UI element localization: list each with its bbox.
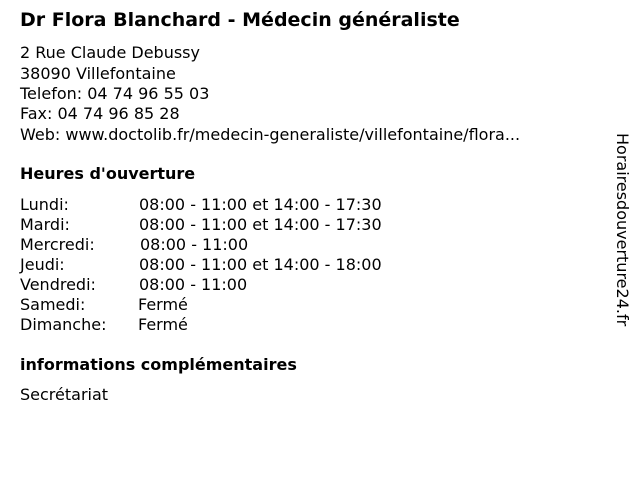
website-url[interactable]: Web: www.doctolib.fr/medecin-generaliste/villefontaine/flora...	[20, 125, 521, 144]
day-label: Mercredi:	[20, 235, 95, 254]
day-hours: 08:00 - 11:00 et 14:00 - 17:30	[139, 215, 382, 234]
day-hours: 08:00 - 11:00 et 14:00 - 17:30	[139, 195, 382, 214]
address-city: 38090 Villefontaine	[20, 64, 176, 83]
fax-number: Fax: 04 74 96 85 28	[20, 104, 180, 123]
address-street: 2 Rue Claude Debussy	[20, 43, 200, 62]
day-label: Lundi:	[20, 195, 69, 214]
day-hours: 08:00 - 11:00 et 14:00 - 18:00	[139, 255, 382, 274]
website-link[interactable]	[20, 125, 520, 144]
day-label: Samedi:	[20, 295, 86, 314]
opening-hours-heading: Heures d'ouverture	[20, 164, 196, 183]
watermark-text: Horairesdouverture24.fr	[613, 133, 632, 327]
day-hours: 08:00 - 11:00	[140, 235, 249, 254]
day-label: Mardi:	[20, 215, 70, 234]
day-label: Vendredi:	[20, 275, 96, 294]
day-label: Jeudi:	[20, 255, 65, 274]
day-label: Dimanche:	[20, 315, 107, 334]
additional-info-heading: informations complémentaires	[20, 355, 297, 374]
business-title: Dr Flora Blanchard - Médecin généraliste	[20, 9, 460, 31]
phone-number[interactable]: Telefon: 04 74 96 55 03	[20, 84, 210, 103]
site-watermark	[612, 133, 632, 373]
day-hours: 08:00 - 11:00	[139, 275, 248, 294]
additional-info-text: Secrétariat	[20, 385, 109, 404]
day-hours: Fermé	[138, 315, 188, 334]
day-hours: Fermé	[138, 295, 188, 314]
